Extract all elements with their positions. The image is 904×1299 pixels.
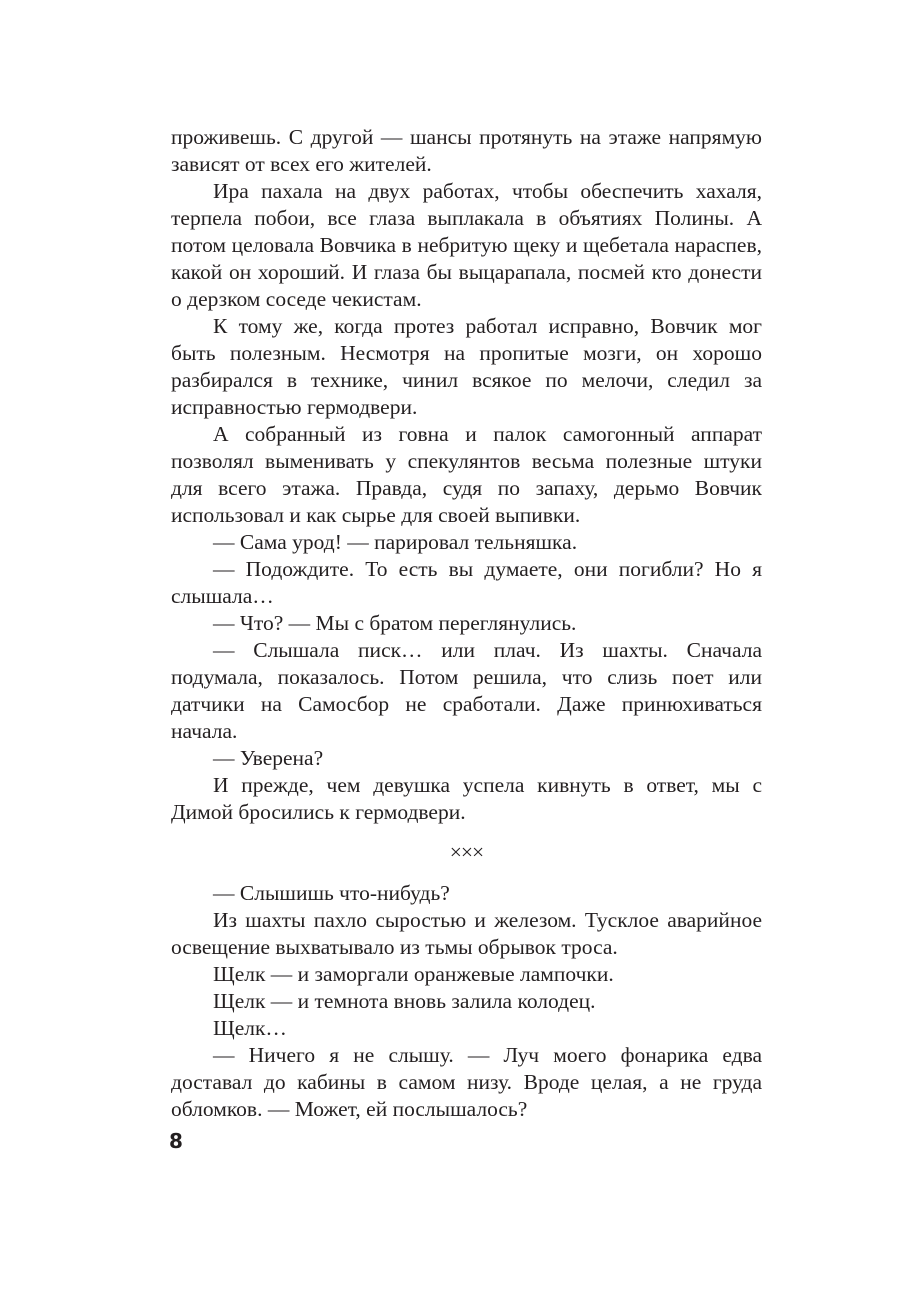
dialogue-line: — Подождите. То есть вы думаете, они погибли? Но я слышала… <box>171 557 762 608</box>
dialogue-line: — Сама урод! — парировал тельняшка. <box>213 530 578 554</box>
page-number: 8 <box>169 1129 183 1153</box>
page-body <box>171 124 762 1123</box>
dialogue-line: — Что? — Мы с братом переглянулись. <box>213 611 577 635</box>
paragraph: И прежде, чем девушка успела кивнуть в ответ, мы с Димой бросились к гермодвери. <box>171 773 762 824</box>
paragraph: проживешь. С другой — шансы протянуть на этаже напрямую зависят от всех его жителей. <box>171 125 762 176</box>
paragraph: К тому же, когда протез работал исправно, Вовчик мог быть полезным. Несмотря на пропитые мозги, он хорошо разбирался в технике, чинил всякое по мелочи, следил за исправностью гермодвери. <box>171 314 762 419</box>
paragraph: Из шахты пахло сыростью и железом. Тусклое аварийное освещение выхватывало из тьмы обрывок троса. <box>171 908 762 959</box>
dialogue-line: — Слышишь что-нибудь? <box>213 881 450 905</box>
dialogue-line: — Слышала писк… или плач. Из шахты. Сначала подумала, показалось. Потом решила, что слизь поет или датчики на Самосбор не сработали. Даже принюхиваться начала. <box>171 638 762 743</box>
dialogue-line: — Ничего я не слышу. — Луч моего фонарика едва доставал до кабины в самом низу. Вроде целая, а не груда обломков. — Может, ей послышалось? <box>171 1043 762 1121</box>
paragraph: Щелк — и темнота вновь залила колодец. <box>213 989 596 1013</box>
section-divider: ××× <box>449 840 484 864</box>
paragraph: Ира пахала на двух работах, чтобы обеспечить хахаля, терпела побои, все глаза выплакала в объятиях Полины. А потом целовала Вовчика в небритую щеку и щебетала нараспев, какой он хороший. И глаза бы выцарапала, посмей кто донести о дерзком соседе чекистам. <box>171 179 762 311</box>
paragraph: А собранный из говна и палок самогонный аппарат позволял выменивать у спекулянтов весьма полезные штуки для всего этажа. Правда, судя по запаху, дерьмо Вовчик использовал и как сырье для своей выпивки. <box>171 422 762 527</box>
paragraph: Щелк — и заморгали оранжевые лампочки. <box>213 962 614 986</box>
paragraph: Щелк… <box>213 1016 287 1040</box>
dialogue-line: — Уверена? <box>213 746 324 770</box>
